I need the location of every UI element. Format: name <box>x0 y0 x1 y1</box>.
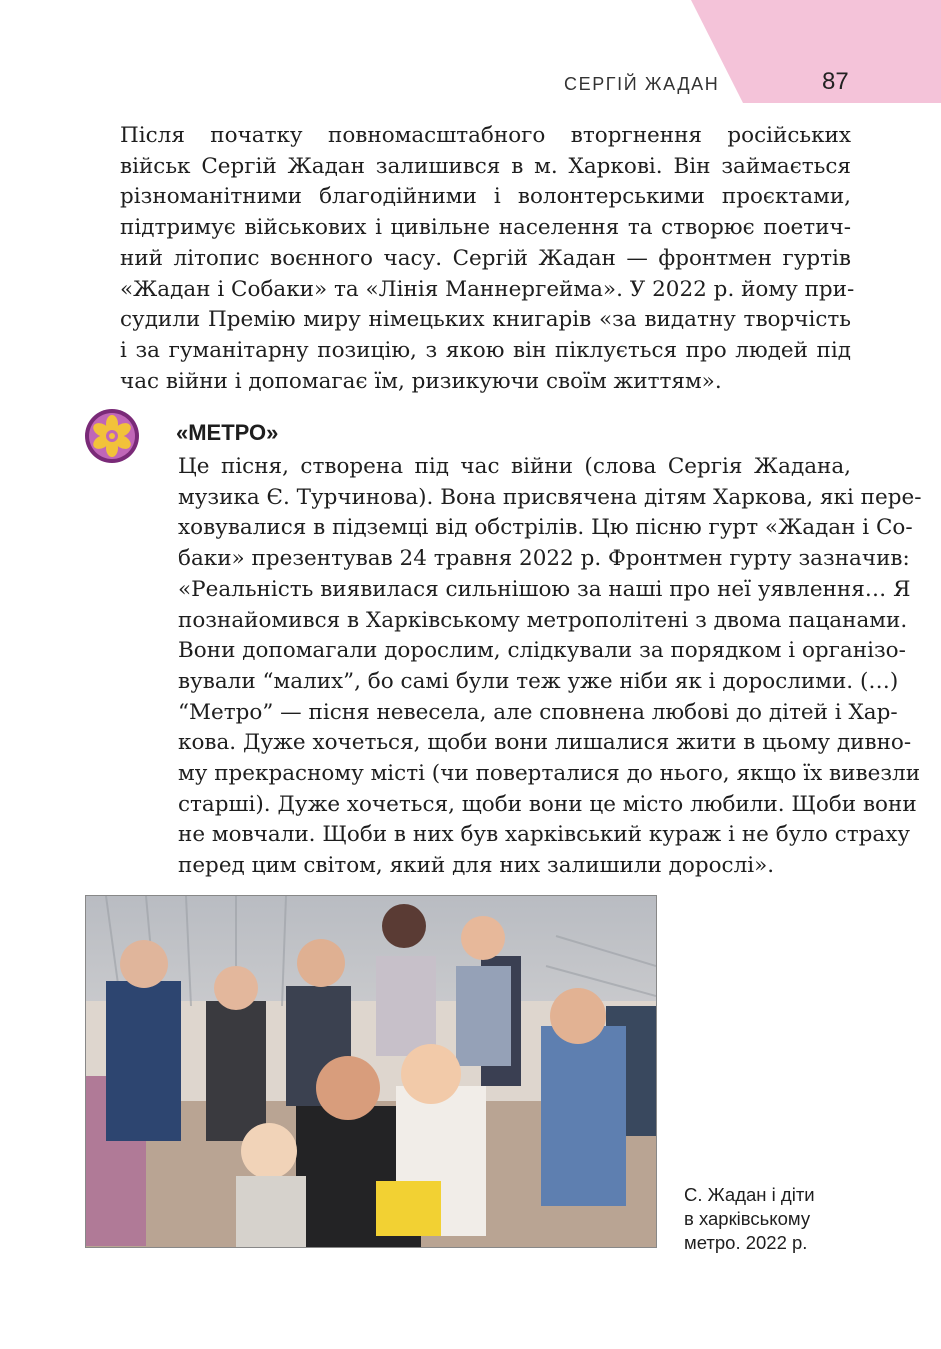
paragraph-line: «Реальність виявилася сильнішою за наші про неї уявлення… Я <box>178 576 911 602</box>
section-title: «МЕТРО» <box>176 420 279 445</box>
paragraph-line: познайомився в Харківському метрополітені з двома пацанами. <box>178 607 908 633</box>
paragraph-line: баки» презентував 24 травня 2022 р. Фронтмен гурту зазначив: <box>178 546 910 572</box>
paragraph-line: «Жадан і Собаки» та «Лінія Маннергейма». У 2022 р. йому при- <box>120 276 855 302</box>
paragraph-line: му прекрасному місті (чи поверталися до нього, якщо їх вивезли <box>178 761 921 787</box>
paragraph-line: ховувалися в підземці від обстрілів. Цю пісню гурт «Жадан і Со- <box>178 515 913 541</box>
intro-paragraph <box>86 121 855 397</box>
paragraph-line: Це пісня, створена під час війни (слова Сергія Жадана, <box>178 454 851 479</box>
paragraph-line: вували “малих”, бо самі були теж уже ніби як і дорослими. (…) <box>178 668 899 694</box>
paragraph-line: час війни і допомагає їм, ризикуючи своїм життям». <box>120 368 722 394</box>
running-header: СЕРГІЙ ЖАДАН <box>564 74 720 94</box>
paragraph-line: старші). Дуже хочеться, щоби вони це місто любили. Щоби вони <box>178 791 917 817</box>
paragraph-line: військ Сергій Жадан залишився в м. Харкові. Він займається <box>120 153 851 179</box>
paragraph-line: музика Є. Турчинова). Вона присвячена дітям Харкова, які пере- <box>178 484 922 510</box>
paragraph-line: судили Премію миру німецьких книгарів «за видатну творчість <box>120 307 851 333</box>
paragraph-line: ний літопис воєнного часу. Сергій Жадан — фронтмен гуртів <box>120 245 851 271</box>
paragraph-line: Після початку повномасштабного вторгнення російських <box>120 123 851 148</box>
photo-zhadan-with-children <box>86 896 656 1247</box>
paragraph-line: підтримує військових і цивільне населення та створює поетич- <box>120 215 851 241</box>
paragraph-line: перед цим світом, який для них залишили дорослі». <box>178 853 775 879</box>
paragraph-line: не мовчали. Щоби в них був харківський кураж і не було страху <box>178 822 911 848</box>
caption-line: метро. 2022 р. <box>684 1232 808 1253</box>
paragraph-line: кова. Дуже хочеться, щоби вони лишалися жити в цьому дивно- <box>178 730 912 756</box>
photo-illustration <box>86 896 656 1247</box>
page-number: 87 <box>822 68 849 95</box>
paragraph-line: і за гуманітарну позицію, з якою він піклується про людей під <box>120 337 851 363</box>
caption-line: в харківському <box>684 1208 811 1229</box>
caption-line: С. Жадан і діти <box>684 1184 815 1205</box>
paragraph-line: “Метро” — пісня невесела, але сповнена любові до дітей і Хар- <box>178 699 898 725</box>
page-corner-accent <box>691 0 941 103</box>
photo-caption <box>684 1183 815 1255</box>
paragraph-line: різноманітними благодійними і волонтерськими проєктами, <box>120 184 851 210</box>
paragraph-line: Вони допомагали дорослим, слідкували за порядком і організо- <box>178 638 906 664</box>
section-paragraph <box>86 452 922 882</box>
